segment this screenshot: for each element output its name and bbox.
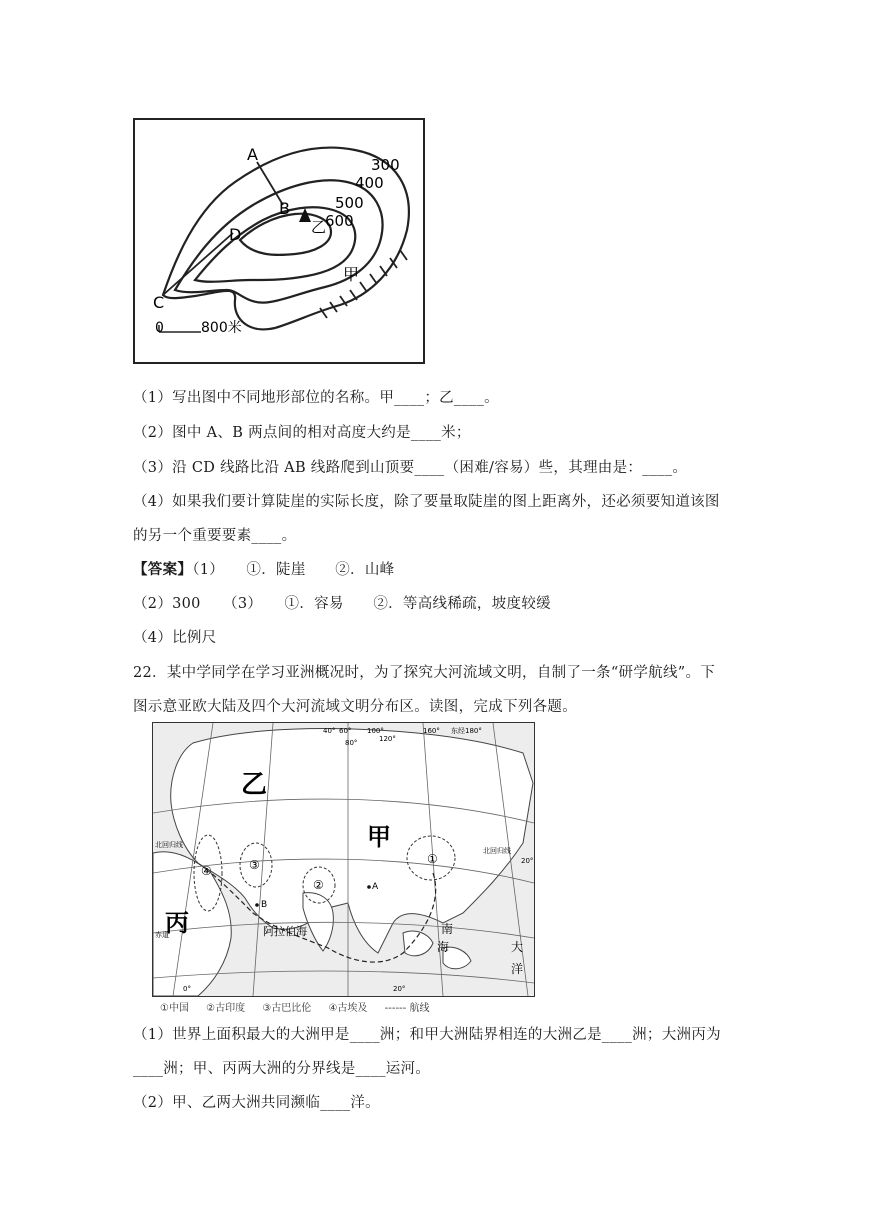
q22-intro-line1: 22．某中学同学在学习亚洲概况时，为了探究大河流域文明，自制了一条“研学航线”。下	[133, 665, 716, 681]
map-label-sea: 海	[437, 940, 450, 954]
map-coord-80: 80°	[345, 739, 358, 747]
contour-map-svg	[135, 120, 423, 362]
map-coord-0: 0°	[183, 985, 191, 993]
map-label-arabian-sea: 阿拉伯海	[263, 925, 307, 938]
contour-label-600: 600	[325, 212, 354, 230]
scale-zero: 0	[155, 320, 164, 336]
legend-egypt: ④古埃及	[328, 1003, 368, 1014]
map-coord-160: 160°	[423, 727, 440, 735]
contour-label-500: 500	[335, 194, 364, 212]
map-point-b: B	[261, 900, 268, 910]
answer-tag: 【答案】	[133, 561, 193, 578]
label-b: B	[279, 199, 290, 218]
map-label-yi: 乙	[241, 770, 268, 800]
label-d: D	[229, 225, 242, 244]
eurasia-map-figure	[152, 722, 535, 997]
contour-label-400: 400	[355, 174, 384, 192]
map-legend	[160, 999, 443, 1014]
label-c: C	[153, 293, 165, 312]
map-label-ocean-b: 洋	[511, 962, 524, 976]
map-label-south: 南	[441, 922, 454, 936]
legend-india: ②古印度	[206, 1003, 246, 1014]
q22-question-1-line1: （1）世界上面积最大的大洲甲是____洲；和甲大洲陆界相连的大洲乙是____洲；大洲丙为	[133, 1027, 721, 1043]
map-coord-100: 100°	[367, 727, 384, 735]
map-tropic-label-left: 北回归线	[155, 841, 183, 849]
q21-question-2: （2）图中 A、B 两点间的相对高度大约是____米；	[133, 425, 471, 441]
legend-route: ------ 航线	[384, 1003, 430, 1014]
q21-answer-3: （4）比例尺	[133, 630, 217, 646]
q21-question-1: （1）写出图中不同地形部位的名称。甲____；乙____。	[133, 390, 499, 406]
map-label-jia: 甲	[367, 823, 391, 851]
zone-label-4: ④	[201, 864, 212, 878]
line-cd	[163, 233, 233, 295]
label-yi: 乙	[311, 218, 327, 236]
map-label-ocean-a: 大	[511, 940, 524, 954]
label-jia: 甲	[343, 265, 360, 284]
map-label-bing: 丙	[165, 909, 189, 937]
map-coord-20: 20°	[521, 857, 534, 865]
legend-china: ①中国	[160, 1003, 189, 1014]
map-point-a: A	[372, 882, 379, 892]
q22-question-1-line2: ____洲；甲、丙两大洲的分界线是____运河。	[133, 1061, 431, 1077]
q22-intro-line2: 图示意亚欧大陆及四个大河流域文明分布区。读图，完成下列各题。	[133, 699, 577, 715]
q21-question-4-line1: （4）如果我们要计算陡崖的实际长度，除了要量取陡崖的图上距离外，还必须要知道该图	[133, 494, 720, 510]
zone-label-3: ③	[249, 858, 260, 872]
map-coord-180: 东经180°	[451, 727, 482, 735]
q22-question-2: （2）甲、乙两大洲共同濒临____洋。	[133, 1095, 380, 1111]
zone-label-2: ②	[313, 878, 324, 892]
q21-answer-1	[133, 558, 394, 579]
contour-label-300: 300	[371, 156, 400, 174]
scale-label: 800米	[201, 320, 242, 336]
map-equator-label: 赤道	[155, 931, 169, 939]
q21-question-4-line2: 的另一个重要要素____。	[133, 528, 297, 544]
map-coord-120: 120°	[379, 735, 396, 743]
zone-label-1: ①	[427, 852, 438, 866]
q21-question-3: （3）沿 CD 线路比沿 AB 线路爬到山顶要____（困难/容易）些，其理由是：____。	[133, 460, 688, 476]
eurasia-map-svg	[153, 723, 534, 996]
label-a: A	[247, 145, 258, 164]
map-coord-40: 40°	[323, 727, 336, 735]
q21-answer-2: （2）300 （3） ①．容易 ②．等高线稀疏，坡度较缓	[133, 596, 551, 612]
contour-map-figure	[133, 118, 425, 364]
legend-babylon: ③古巴比伦	[262, 1003, 312, 1014]
answer-1-text: （1） ①．陡崖 ②．山峰	[192, 562, 395, 578]
map-coord-20-bottom: 20°	[393, 985, 406, 993]
map-coord-60: 60°	[339, 727, 352, 735]
map-tropic-label-right: 北回归线	[483, 847, 511, 855]
